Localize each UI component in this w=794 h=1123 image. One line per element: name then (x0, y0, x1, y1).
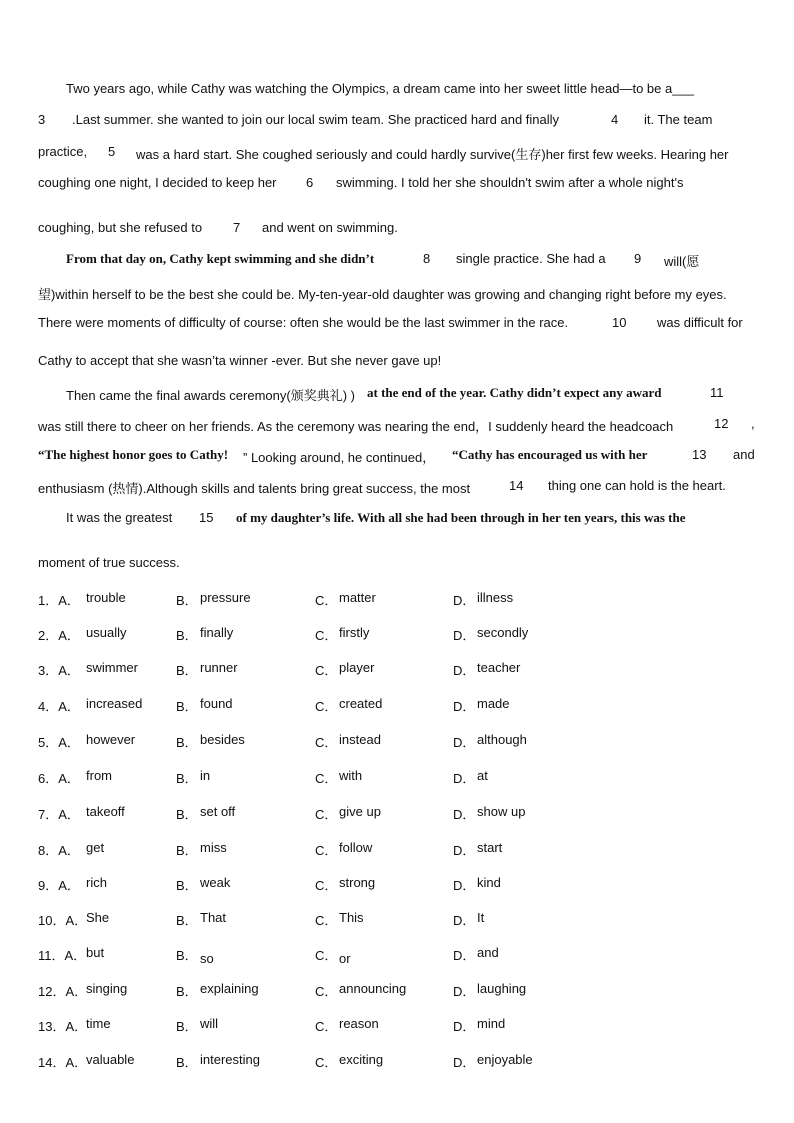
passage-text: and (733, 447, 755, 462)
question-number: 7．A． (38, 807, 80, 822)
option-text: exciting (339, 1052, 384, 1067)
option-text: This (339, 910, 364, 925)
option-letter: B． (176, 948, 198, 963)
passage-text: was still there to cheer on her friends. As the ceremony was nearing the end，I suddenly heard the headcoach (38, 419, 674, 434)
option-letter: B． (176, 628, 198, 643)
option-text: will (200, 1016, 219, 1031)
option-text: in (200, 768, 211, 783)
option-text: give up (339, 804, 381, 819)
question-number: 1．A． (38, 593, 80, 608)
option-text: from (86, 768, 112, 783)
option-text: found (200, 696, 233, 711)
option-text: teacher (477, 660, 521, 675)
blank-number: 7 (233, 220, 241, 235)
option-letter: B． (176, 807, 198, 822)
question-number: 12．A． (38, 984, 88, 999)
option-letter: D． (453, 984, 476, 999)
option-text: It (477, 910, 485, 925)
option-letter: C． (315, 771, 338, 786)
option-text: takeoff (86, 804, 125, 819)
option-letter: B． (176, 984, 198, 999)
option-text: kind (477, 875, 501, 890)
blank-number: 8 (423, 251, 431, 266)
passage-text: .Last summer. she wanted to join our local swim team. She practiced hard and finally (72, 112, 560, 127)
passage-text: swimming. I told her she shouldn't swim after a whole night's (336, 175, 684, 190)
blank-number: 5 (108, 144, 116, 159)
passage-text: at the end of the year. Cathy didn’t expect any award (367, 385, 662, 400)
option-letter: C． (315, 663, 338, 678)
passage-text: ” Looking around, he continued， (243, 450, 436, 465)
question-number: 3．A． (38, 663, 80, 678)
question-number: 5．A． (38, 735, 80, 750)
question-number: 11．A． (38, 948, 87, 963)
option-letter: D． (453, 771, 476, 786)
option-text: increased (86, 696, 143, 711)
passage-text: practice, (38, 144, 88, 159)
passage-text: will(愿 (664, 254, 700, 269)
passage-text: of my daughter’s life. With all she had been through in her ten years, this was the (236, 510, 686, 525)
blank-number: 11 (710, 385, 724, 400)
option-letter: C． (315, 913, 338, 928)
blank-number: 10 (612, 315, 627, 330)
option-text: instead (339, 732, 381, 747)
passage-text: and went on swimming. (262, 220, 398, 235)
option-text: laughing (477, 981, 527, 996)
passage-text: enthusiasm (热情).Although skills and talents bring great success, the most (38, 481, 471, 496)
option-letter: D． (453, 807, 476, 822)
blank-number: 13 (692, 447, 707, 462)
passage-text: From that day on, Cathy kept swimming and she didn’t (66, 251, 375, 266)
option-letter: B． (176, 735, 198, 750)
option-letter: C． (315, 735, 338, 750)
option-letter: D． (453, 699, 476, 714)
option-text: follow (339, 840, 373, 855)
option-text: trouble (86, 590, 126, 605)
option-letter: B． (176, 1019, 198, 1034)
option-letter: C． (315, 843, 338, 858)
option-letter: C． (315, 878, 338, 893)
question-number: 6．A． (38, 771, 80, 786)
option-text: rich (86, 875, 107, 890)
option-text: announcing (339, 981, 407, 996)
option-text: mind (477, 1016, 506, 1031)
passage-text: was difficult for (657, 315, 743, 330)
option-text: and (477, 945, 499, 960)
blank-number: 14 (509, 478, 524, 493)
option-text: get (86, 840, 105, 855)
option-text: reason (339, 1016, 379, 1031)
option-text: matter (339, 590, 376, 605)
option-letter: D． (453, 948, 476, 963)
blank-number: 9 (634, 251, 642, 266)
option-text: secondly (477, 625, 529, 640)
option-letter: B． (176, 771, 198, 786)
option-letter: B． (176, 699, 198, 714)
passage-text: coughing, but she refused to (38, 220, 203, 235)
option-letter: D． (453, 735, 476, 750)
passage-text: moment of true success. (38, 555, 180, 570)
option-text: so (200, 951, 214, 966)
passage-text: “Cathy has encouraged us with her (452, 447, 648, 462)
option-letter: B． (176, 593, 198, 608)
passage-text: coughing one night, I decided to keep her (38, 175, 277, 190)
option-text: strong (339, 875, 376, 890)
option-letter: B． (176, 878, 198, 893)
option-letter: D． (453, 1055, 476, 1070)
option-text: explaining (200, 981, 259, 996)
option-letter: C． (315, 628, 338, 643)
option-text: pressure (200, 590, 251, 605)
question-number: 8．A． (38, 843, 80, 858)
passage-text: “The highest honor goes to Cathy! (38, 447, 229, 462)
passage-text: , (751, 416, 755, 431)
option-text: That (200, 910, 227, 925)
passage-text: Two years ago, while Cathy was watching the Olympics, a dream came into her sweet little head—to be a___ (66, 81, 694, 96)
passage-text: thing one can hold is the heart. (548, 478, 726, 493)
option-text: finally (200, 625, 234, 640)
option-text: firstly (339, 625, 370, 640)
option-letter: C． (315, 984, 338, 999)
question-number: 4．A． (38, 699, 80, 714)
option-text: made (477, 696, 510, 711)
question-number: 13．A． (38, 1019, 88, 1034)
option-text: swimmer (86, 660, 138, 675)
option-text: valuable (86, 1052, 135, 1067)
option-letter: C． (315, 699, 338, 714)
option-letter: B． (176, 1055, 198, 1070)
option-letter: D． (453, 913, 476, 928)
option-text: time (86, 1016, 111, 1031)
option-text: miss (200, 840, 227, 855)
option-letter: B． (176, 663, 198, 678)
option-text: but (86, 945, 105, 960)
option-text: usually (86, 625, 127, 640)
option-text: illness (477, 590, 514, 605)
question-number: 2．A． (38, 628, 80, 643)
option-letter: C． (315, 1019, 338, 1034)
option-text: set off (200, 804, 236, 819)
option-letter: C． (315, 807, 338, 822)
blank-number: 6 (306, 175, 314, 190)
passage-text: Then came the final awards ceremony(颁奖典礼) ) (66, 388, 355, 403)
option-text: created (339, 696, 383, 711)
option-text: although (477, 732, 527, 747)
blank-number: 12 (714, 416, 729, 431)
question-number: 10．A． (38, 913, 88, 928)
option-text: however (86, 732, 136, 747)
option-text: interesting (200, 1052, 260, 1067)
passage-text: There were moments of difficulty of course: often she would be the last swimmer in the race. (38, 315, 569, 330)
passage-text: it. The team (644, 112, 713, 127)
option-letter: D． (453, 593, 476, 608)
option-text: She (86, 910, 110, 925)
option-letter: D． (453, 1019, 476, 1034)
option-text: besides (200, 732, 245, 747)
passage-text: was a hard start. She coughed seriously and could hardly survive(生存)her first few weeks. Hearing her (136, 147, 729, 162)
option-letter: D． (453, 663, 476, 678)
blank-number: 15 (199, 510, 214, 525)
question-number: 9．A． (38, 878, 80, 893)
option-letter: C． (315, 593, 338, 608)
passage-text: It was the greatest (66, 510, 173, 525)
option-text: player (339, 660, 375, 675)
option-text: singing (86, 981, 128, 996)
option-letter: D． (453, 628, 476, 643)
option-text: or (339, 951, 351, 966)
option-text: weak (200, 875, 231, 890)
option-text: runner (200, 660, 238, 675)
passage-text: Cathy to accept that she wasn’ta winner -ever. But she never gave up! (38, 353, 442, 368)
passage-text: 望)within herself to be the best she could be. My-ten-year-old daughter was growing and changing right before my eyes. (38, 287, 727, 302)
option-text: with (339, 768, 363, 783)
option-letter: C． (315, 948, 338, 963)
option-text: start (477, 840, 503, 855)
option-letter: D． (453, 878, 476, 893)
option-text: at (477, 768, 488, 783)
option-letter: B． (176, 843, 198, 858)
option-text: show up (477, 804, 526, 819)
option-letter: B． (176, 913, 198, 928)
passage-text: single practice. She had a (456, 251, 606, 266)
option-letter: D． (453, 843, 476, 858)
blank-number: 3 (38, 112, 46, 127)
option-letter: C． (315, 1055, 338, 1070)
blank-number: 4 (611, 112, 619, 127)
question-number: 14．A． (38, 1055, 88, 1070)
option-text: enjoyable (477, 1052, 533, 1067)
